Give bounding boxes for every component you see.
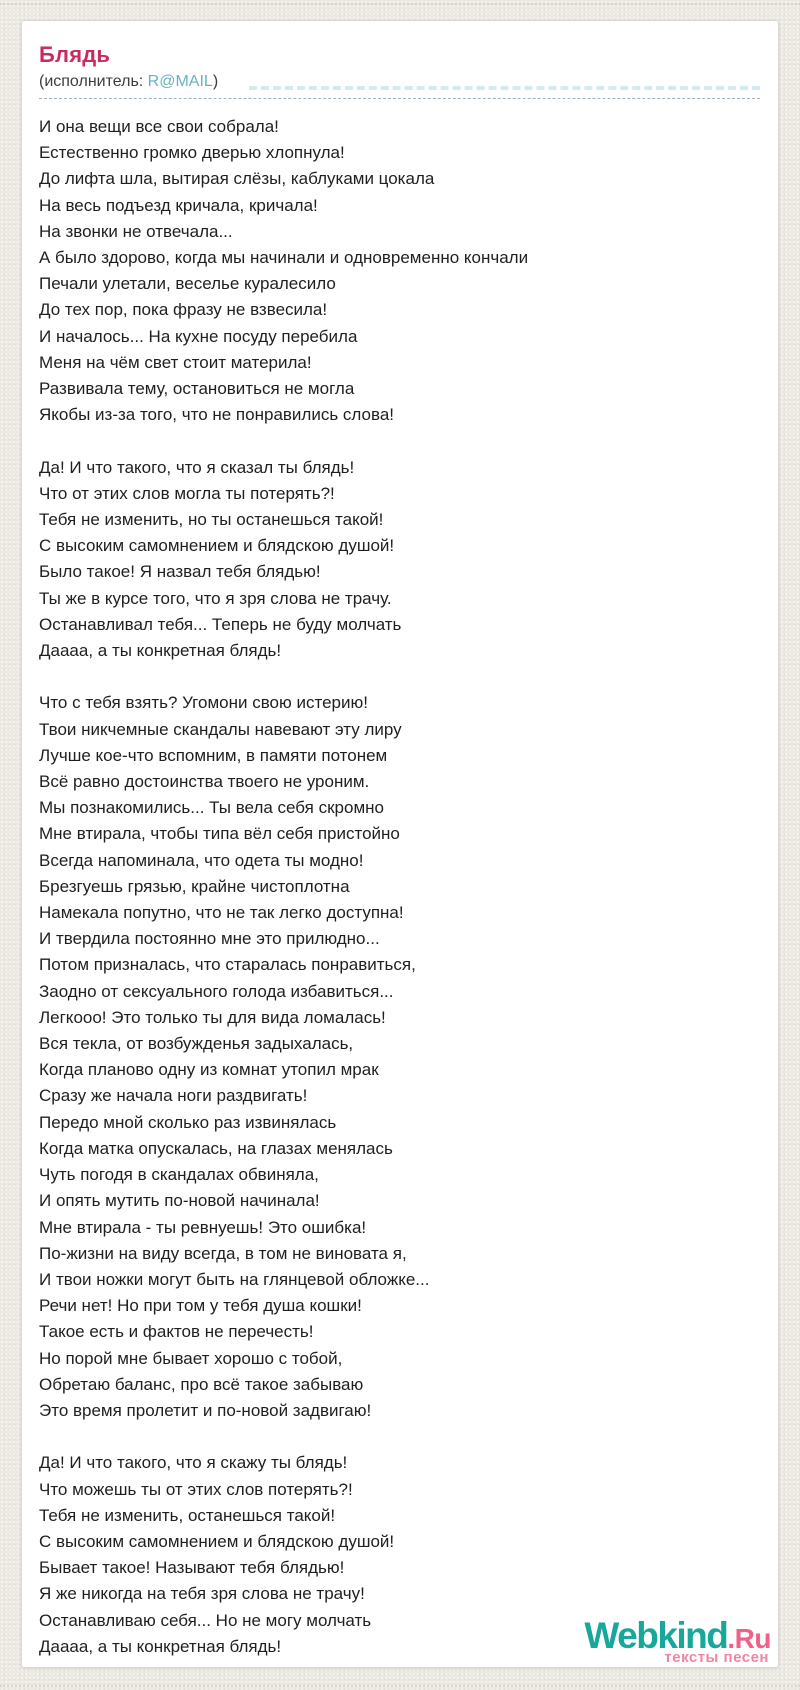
lyric-line: И она вещи все свои собрала! (39, 117, 279, 136)
background-dotted-line-bottom (0, 1685, 800, 1687)
lyric-line: На весь подъезд кричала, кричала! (39, 195, 318, 215)
lyric-line: С высоким самомнением и блядскою душой! (39, 1531, 395, 1551)
artist-label: (исполнитель: (39, 73, 148, 90)
lyric-line: Меня на чём свет стоит материла! (39, 352, 312, 372)
lyric-line: Было такое! Я назвал тебя блядью! (39, 562, 321, 582)
lyric-line: Обретаю баланс, про всё такое забываю (39, 1374, 364, 1394)
lyric-line: А было здорово, когда мы начинали и одновременно кончали (39, 248, 529, 268)
lyric-line: Тебя не изменить, останешься такой! (39, 1505, 336, 1525)
lyric-line: Сразу же начала ноги раздвигать! (39, 1086, 308, 1106)
dotted-separator (39, 98, 760, 99)
lyric-line: Да! И что такого, что я сказал ты блядь! (39, 457, 355, 477)
lyric-line: Когда планово одну из комнат утопил мрак (39, 1060, 379, 1080)
lyric-line: Легкооо! Это только ты для вида ломалась! (39, 1007, 386, 1027)
lyric-line: Да! И что такого, что я скажу ты блядь! (39, 1453, 348, 1473)
logo-domain-suffix: .Ru (727, 1623, 771, 1654)
lyric-line: Тебя не изменить, но ты останешься такой! (39, 510, 384, 530)
lyric-line: Что с тебя взять? Угомони свою истерию! (39, 693, 368, 713)
artist-line (39, 73, 760, 91)
stanza (39, 455, 760, 665)
logo-tagline: тексты песен (664, 1649, 769, 1666)
lyric-line: И твои ножки могут быть на глянцевой обложке... (39, 1269, 430, 1289)
lyric-line: Бывает такое! Называют тебя блядью! (39, 1558, 345, 1578)
lyric-line: По-жизни на виду всегда, в том не виновата я, (39, 1243, 407, 1263)
lyric-line: Твои никчемные скандалы навевают эту лиру (39, 719, 402, 739)
lyric-line: До лифта шла, вытирая слёзы, каблуками цокала (39, 169, 435, 189)
lyric-line: И началось... На кухне посуду перебила (39, 326, 358, 346)
lyric-line: Я же никогда на тебя зря слова не трачу! (39, 1584, 365, 1604)
lyric-line: С высоким самомнением и блядскою душой! (39, 536, 395, 556)
lyric-line: Потом призналась, что старалась понравиться, (39, 955, 416, 975)
lyric-line: Естественно громко дверью хлопнула! (39, 143, 345, 163)
lyric-line: До тех пор, пока фразу не взвесила! (39, 300, 328, 320)
lyric-line: Всё равно достоинства твоего не уроним. (39, 772, 370, 792)
lyric-line: Мне втирала, чтобы типа вёл себя пристойно (39, 824, 400, 844)
lyric-line: Даааа, а ты конкретная блядь! (39, 641, 282, 661)
lyric-line: Когда матка опускалась, на глазах менялась (39, 1138, 393, 1158)
stanza (39, 690, 760, 1424)
lyric-line: Мы познакомились... Ты вела себя скромно (39, 798, 384, 818)
lyric-line: Вся текла, от возбужденья задыхалась, (39, 1034, 354, 1054)
lyric-line: Речи нет! Но при том у тебя душа кошки! (39, 1296, 362, 1316)
content-card (21, 20, 779, 1668)
lyric-line: Мне втирала - ты ревнуешь! Это ошибка! (39, 1217, 367, 1237)
lyric-line: Что можешь ты от этих слов потерять?! (39, 1479, 353, 1499)
lyric-line: Развивала тему, остановиться не могла (39, 379, 355, 399)
background-dotted-line-top (0, 3, 800, 5)
webkind-logo[interactable] (584, 1617, 771, 1665)
lyric-line: Заодно от сексуального голода избавиться... (39, 981, 394, 1001)
lyric-line: Что от этих слов могла ты потерять?! (39, 483, 335, 503)
lyric-line: Останавливал тебя... Теперь не буду молчать (39, 614, 402, 634)
artist-link[interactable]: R@MAIL (147, 73, 213, 90)
logo-wordmark: Webkind (584, 1615, 728, 1656)
stanza (39, 114, 760, 428)
lyric-line: Брезгуешь грязью, крайне чистоплотна (39, 876, 350, 896)
lyric-line: На звонки не отвечала... (39, 221, 233, 241)
lyric-line: Чуть погодя в скандалах обвиняла, (39, 1165, 319, 1185)
lyric-line: Лучше кое-что вспомним, в памяти потонем (39, 745, 388, 765)
lyric-line: Это время пролетит и по-новой задвигаю! (39, 1400, 372, 1420)
lyric-line: Всегда напоминала, что одета ты модно! (39, 850, 364, 870)
lyric-line: Передо мной сколько раз извинялась (39, 1112, 337, 1132)
song-title: Блядь (39, 42, 111, 67)
lyric-line: Такое есть и фактов не перечесть! (39, 1322, 314, 1342)
artist-line-suffix: ) (212, 73, 219, 90)
lyric-line: И опять мутить по-новой начинала! (39, 1191, 320, 1211)
lyric-line: Останавливаю себя... Но не могу молчать (39, 1610, 372, 1630)
lyric-line: Якобы из-за того, что не понравились слова! (39, 405, 394, 425)
lyric-line: Даааа, а ты конкретная блядь! (39, 1636, 282, 1656)
decorative-teal-dashes (249, 86, 760, 90)
lyrics (39, 114, 760, 1660)
lyric-line: И твердила постоянно мне это прилюдно... (39, 929, 380, 949)
lyric-line: Ты же в курсе того, что я зря слова не трачу. (39, 588, 392, 608)
lyric-line: Печали улетали, веселье куралесило (39, 274, 336, 294)
lyric-line: Намекала попутно, что не так легко доступна! (39, 903, 404, 923)
lyric-line: Но порой мне бывает хорошо с тобой, (39, 1348, 343, 1368)
